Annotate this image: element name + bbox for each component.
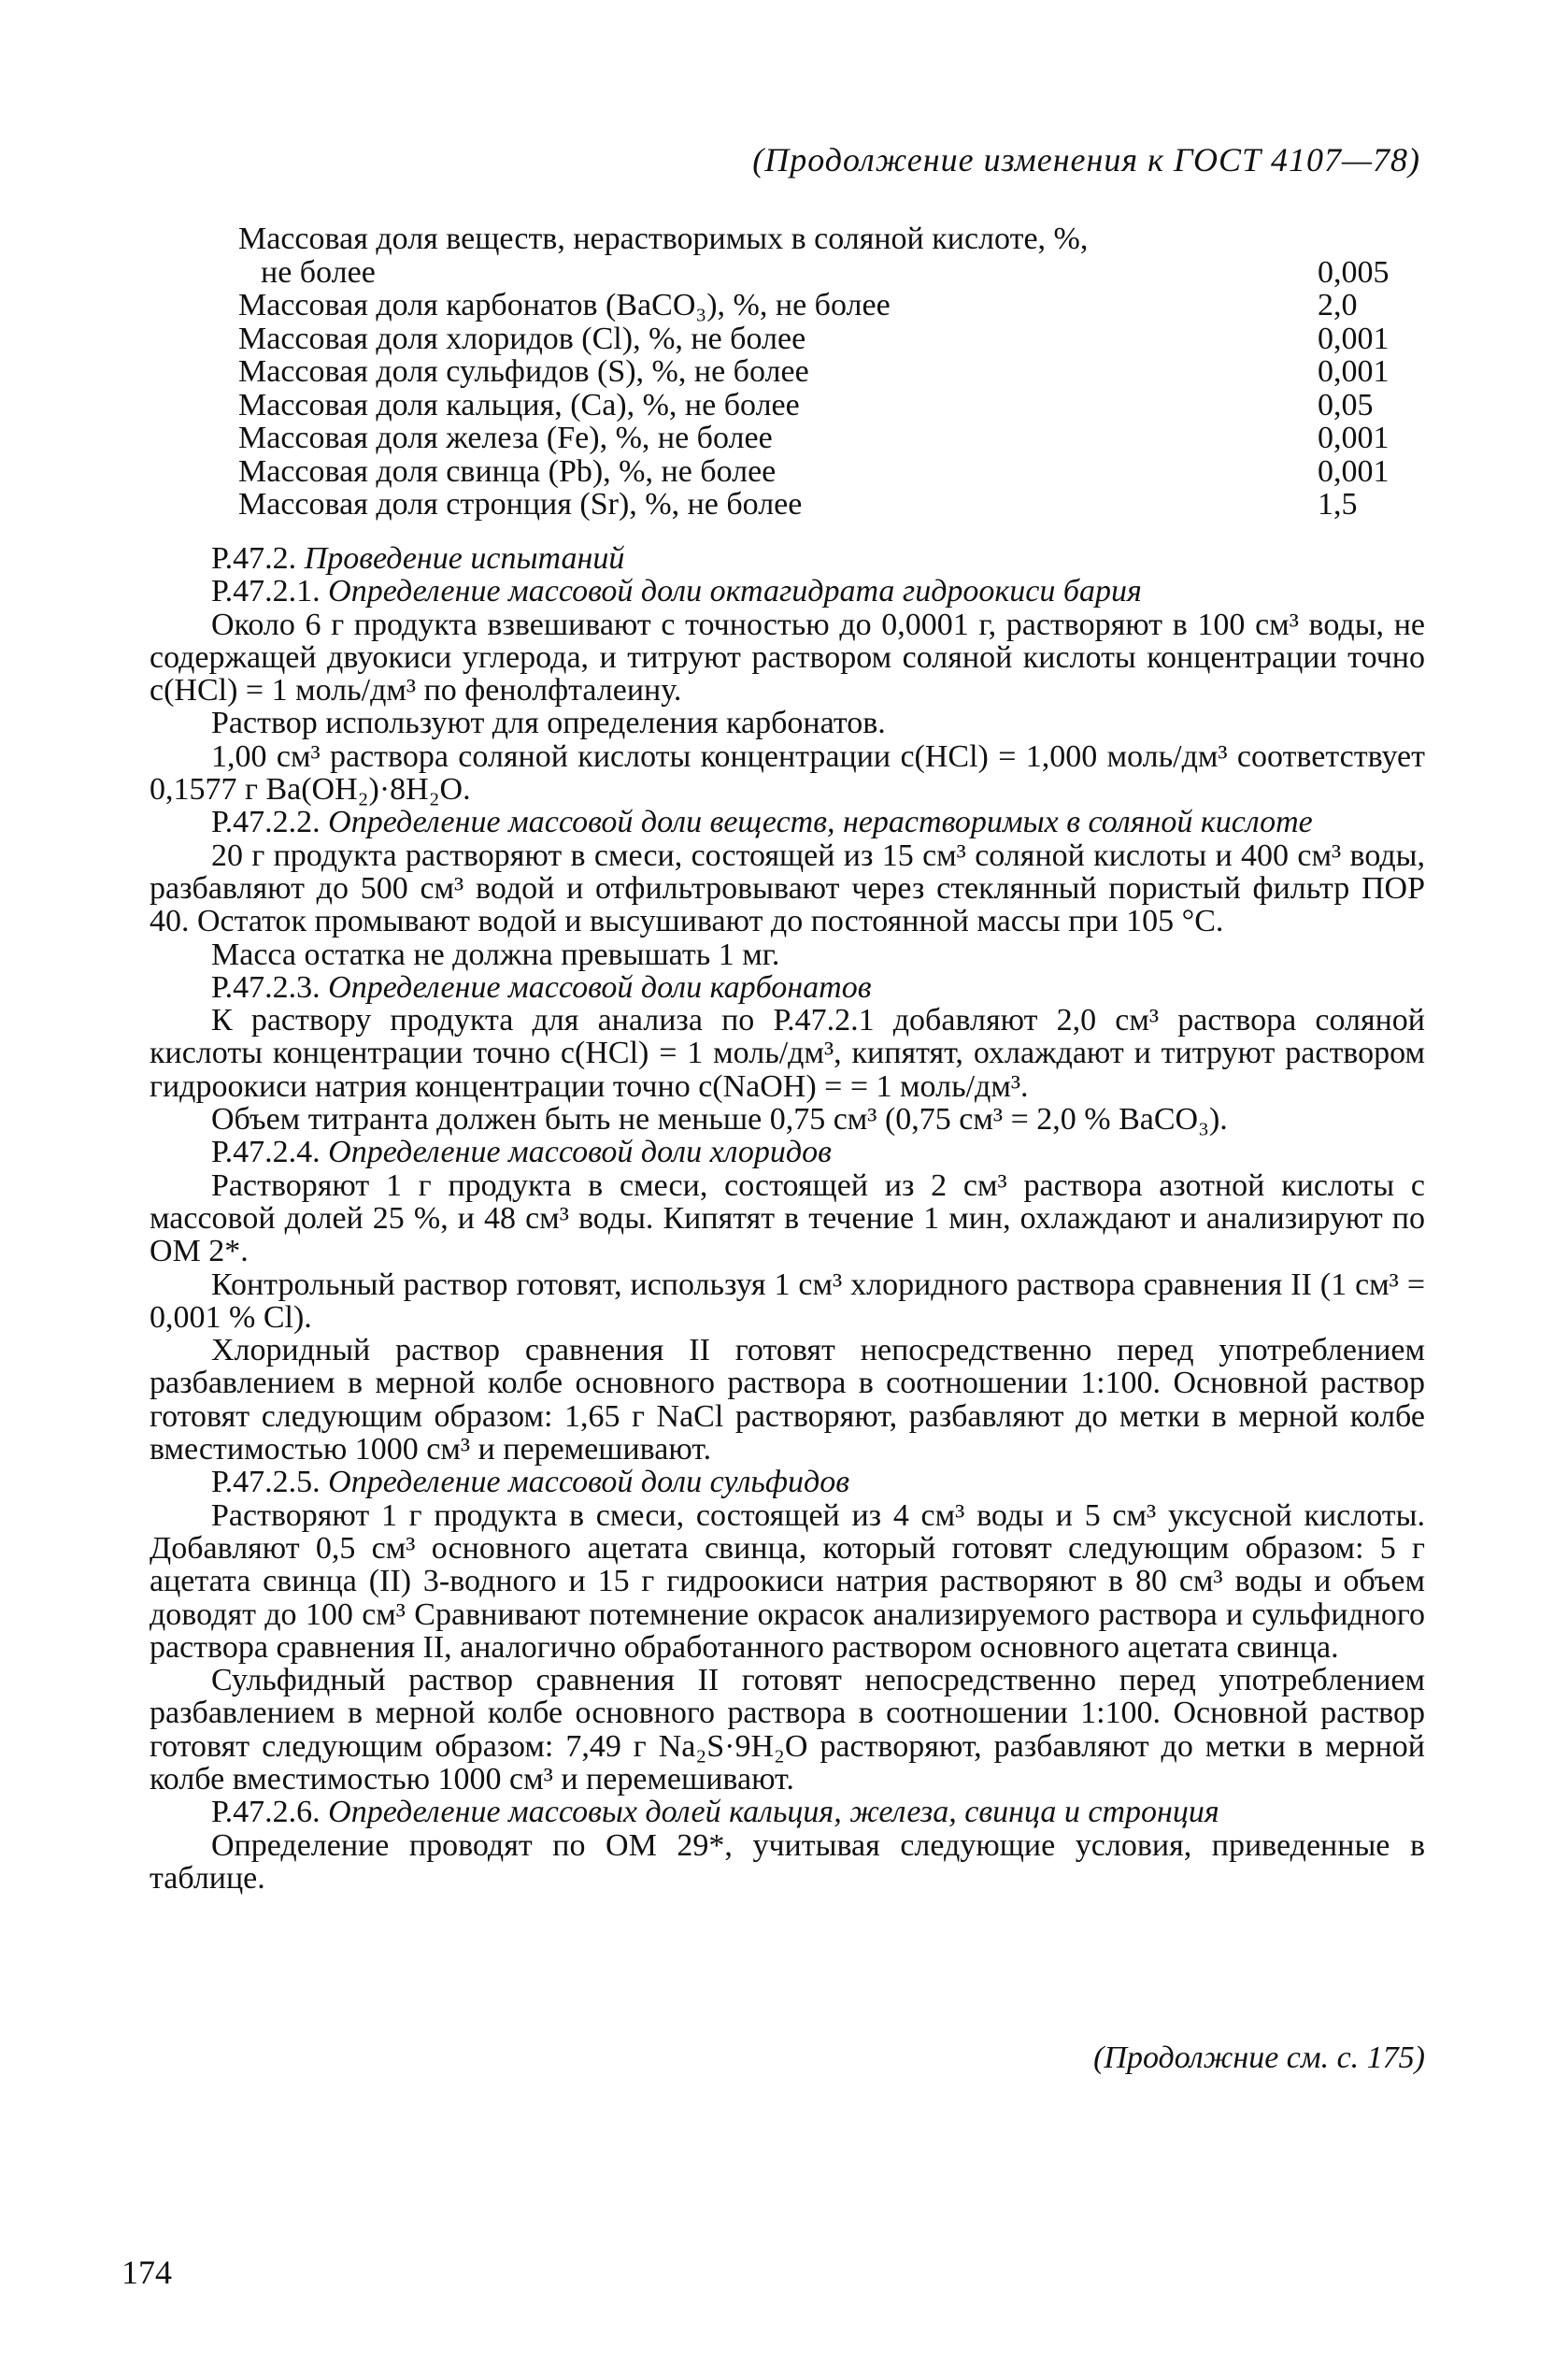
spec-row	[238, 389, 1397, 422]
section-heading	[150, 575, 1425, 608]
body-paragraph: К раствору продукта для анализа по Р.47.2.1 добавляют 2,0 см³ раствора соляной кислоты концентрации точно c(HCl) = 1 моль/дм³, кипятят, охлаждают и титруют раствором гидроокиси натрия концентрации точно c(NaOH) = = 1 моль/дм³.	[150, 1003, 1425, 1104]
body-paragraph: Масса остатка не должна превышать 1 мг.	[211, 937, 780, 972]
spec-value: 2,0	[1318, 288, 1358, 322]
continuation-note: (Продолжние см. с. 175)	[1093, 2040, 1425, 2075]
section-number: Р.47.2.6.	[211, 1795, 321, 1830]
section-heading	[150, 542, 1425, 575]
section-title: Определение массовой доли карбонатов	[328, 969, 872, 1005]
spec-label: Массовая доля веществ, нерастворимых в соляной кислоте, %,	[238, 222, 1089, 256]
document-body	[150, 542, 1425, 1895]
spec-row	[238, 256, 1397, 290]
spec-label: Массовая доля сульфидов (S), %, не более	[238, 354, 809, 389]
section-number: Р.47.2.4.	[211, 1135, 321, 1170]
spec-row	[238, 222, 1397, 256]
spec-value: 0,001	[1318, 421, 1390, 455]
section-number: Р.47.2.1.	[211, 574, 321, 609]
section-number: Р.47.2.	[211, 541, 297, 576]
spec-row	[238, 355, 1397, 389]
page-number: 174	[121, 2254, 172, 2291]
spec-label: Массовая доля кальция, (Ca), %, не более	[238, 387, 800, 422]
running-header: (Продолжение изменения к ГОСТ 4107—78)	[752, 141, 1420, 179]
section-number: Р.47.2.3.	[211, 969, 321, 1005]
spec-row	[238, 322, 1397, 356]
spec-row	[238, 488, 1397, 522]
spec-label: не более	[261, 254, 376, 290]
section-number: Р.47.2.2.	[211, 805, 321, 840]
spec-value: 0,005	[1318, 254, 1390, 290]
section-heading	[150, 971, 1425, 1004]
specification-list	[238, 222, 1397, 522]
spec-label: Массовая доля карбонатов (BaCO₃), %, не более	[238, 288, 891, 322]
body-paragraph: Хлоридный раствор сравнения II готовят непосредственно перед употреблением разбавлением в мерной колбе основного раствора в соотношении 1:100. Основной раствор готовят следующим образом: 1,65 г NaCl растворяют, разбавляют до метки в мерной колбе вместимостью 1000 см³ и перемешивают.	[150, 1333, 1425, 1467]
section-title: Проведение испытаний	[304, 541, 625, 576]
section-heading	[150, 1796, 1425, 1828]
spec-value: 1,5	[1318, 487, 1358, 522]
section-number: Р.47.2.5.	[211, 1465, 321, 1500]
section-title: Определение массовой доли хлоридов	[328, 1135, 832, 1170]
body-paragraph: Объем титранта должен быть не меньше 0,75 см³ (0,75 см³ = 2,0 % BaCO₃).	[211, 1102, 1228, 1138]
section-title: Определение массовой доли октагидрата гидроокиси бария	[328, 574, 1142, 609]
body-paragraph: Определение проводят по ОМ 29*, учитывая следующие условия, приведенные в таблице.	[150, 1827, 1425, 1896]
body-paragraph: Раствор используют для определения карбонатов.	[211, 706, 886, 741]
body-paragraph: Около 6 г продукта взвешивают с точностью до 0,0001 г, растворяют в 100 см³ воды, не содержащей двуокиси углерода, и титруют раствором соляной кислоты концентрации точно c(HCl) = 1 моль/дм³ по фенолфталеину.	[150, 607, 1425, 709]
section-title: Определение массовой доли сульфидов	[328, 1465, 850, 1500]
spec-label: Массовая доля хлоридов (Cl), %, не более	[238, 321, 806, 356]
spec-label: Массовая доля свинца (Pb), %, не более	[238, 453, 777, 489]
section-heading	[150, 1466, 1425, 1498]
spec-row	[238, 289, 1397, 322]
section-title: Определение массовых долей кальция, железа, свинца и стронция	[328, 1795, 1219, 1830]
body-paragraph: Растворяют 1 г продукта в смеси, состоящей из 2 см³ раствора азотной кислоты с массовой долей 25 %, и 48 см³ воды. Кипятят в течение 1 мин, охлаждают и анализируют по ОМ 2*.	[150, 1167, 1425, 1269]
section-heading	[150, 806, 1425, 838]
body-paragraph: Сульфидный раствор сравнения II готовят непосредственно перед употреблением разбавлением в мерной колбе основного раствора в соотношении 1:100. Основной раствор готовят следующим образом: 7,49 г Na₂S·9H₂O растворяют, разбавляют до метки в мерной колбе вместимостью 1000 см³ и перемешивают.	[150, 1663, 1425, 1797]
spec-label: Массовая доля железа (Fe), %, не более	[238, 421, 773, 455]
spec-value: 0,001	[1318, 453, 1390, 489]
spec-value: 0,001	[1318, 321, 1390, 356]
spec-value: 0,001	[1318, 354, 1390, 389]
section-heading	[150, 1136, 1425, 1168]
spec-label: Массовая доля стронция (Sr), %, не более	[238, 487, 803, 522]
spec-row	[238, 422, 1397, 455]
body-paragraph: Растворяют 1 г продукта в смеси, состоящей из 4 см³ воды и 5 см³ уксусной кислоты. Добавляют 0,5 см³ основного ацетата свинца, который готовят следующим образом: 5 г ацетата свинца (II) 3-водного и 15 г гидроокиси натрия растворяют в 80 см³ воды и объем доводят до 100 см³ Сравнивают потемнение окрасок анализируемого раствора и сульфидного раствора сравнения II, аналогично обработанного раствором основного ацетата свинца.	[150, 1497, 1425, 1665]
spec-row	[238, 455, 1397, 489]
spec-value: 0,05	[1318, 387, 1374, 422]
body-paragraph: Контрольный раствор готовят, используя 1 см³ хлоридного раствора сравнения II (1 см³ = 0,001 % Cl).	[150, 1267, 1425, 1335]
body-paragraph: 1,00 см³ раствора соляной кислоты концентрации c(HCl) = 1,000 моль/дм³ соответствует 0,1577 г Ba(OH₂)·8H₂O.	[150, 738, 1425, 808]
body-paragraph: 20 г продукта растворяют в смеси, состоящей из 15 см³ соляной кислоты и 400 см³ воды, разбавляют до 500 см³ водой и отфильтровывают через стеклянный пористый фильтр ПОР 40. Остаток промывают водой и высушивают до постоянной массы при 105 °С.	[150, 837, 1425, 939]
section-title: Определение массовой доли веществ, нерастворимых в соляной кислоте	[328, 805, 1313, 840]
